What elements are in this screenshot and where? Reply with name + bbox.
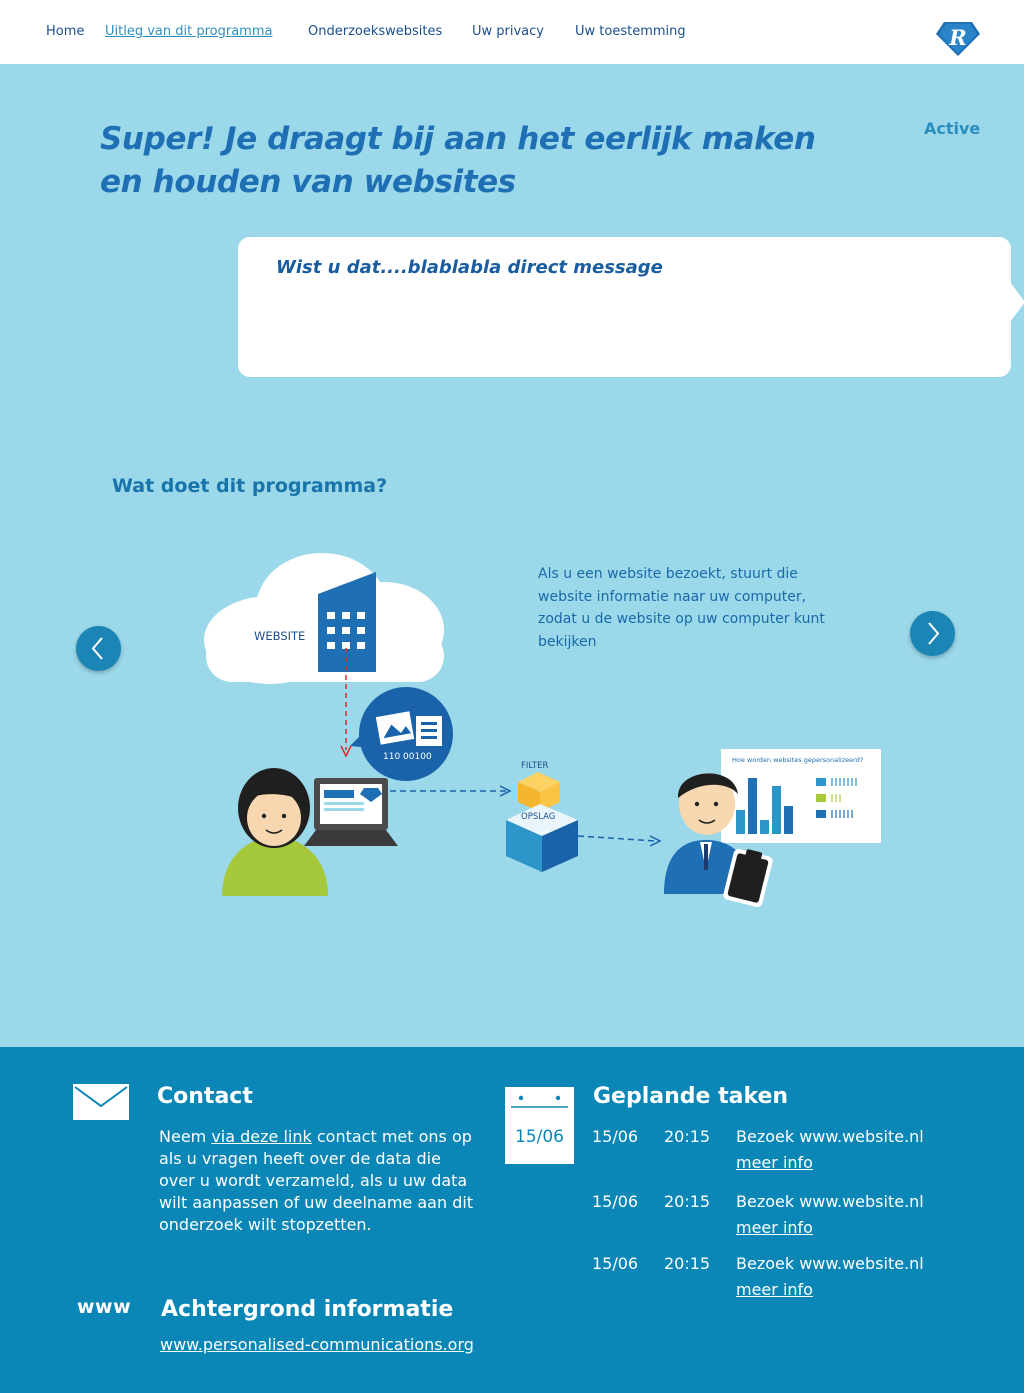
nav-home[interactable]: Home: [46, 24, 85, 39]
carousel-prev-button[interactable]: [76, 626, 121, 671]
task-row: [592, 1127, 972, 1179]
task-more-info-link[interactable]: meer info: [736, 1280, 813, 1299]
direct-message-text: Wist u dat....blablabla direct message: [276, 257, 663, 278]
background-link[interactable]: www.personalised-communications.org: [160, 1335, 474, 1354]
www-icon: www: [77, 1296, 132, 1318]
svg-text:R: R: [949, 25, 967, 50]
nav-toestemming[interactable]: Uw toestemming: [575, 24, 686, 39]
task-description: Bezoek www.website.nl: [736, 1192, 924, 1211]
task-more-info-link[interactable]: meer info: [736, 1153, 813, 1172]
task-description: Bezoek www.website.nl: [736, 1127, 924, 1146]
top-navigation: [0, 0, 1024, 64]
carousel-next-button[interactable]: [910, 611, 955, 656]
process-illustration: [200, 550, 890, 920]
task-more-info-link[interactable]: meer info: [736, 1218, 813, 1237]
task-date: 15/06: [592, 1127, 639, 1146]
user-woman-icon: [222, 768, 328, 896]
task-date: 15/06: [592, 1254, 639, 1273]
mail-icon: [73, 1084, 129, 1120]
storage-label: OPSLAG: [521, 812, 556, 822]
nav-onderzoekswebsites[interactable]: Onderzoekswebsites: [308, 24, 443, 39]
status-label: Active: [924, 119, 981, 138]
contact-text-end: contact met ons op als u vragen heeft over de data die over u wordt verzameld, als u uw data wilt aanpassen of uw deelname aan dit onderzoek wilt stopzetten.: [159, 1127, 474, 1234]
contact-text: [159, 1126, 474, 1236]
contact-link[interactable]: via deze link: [211, 1127, 312, 1146]
section-title: Wat doet dit programma?: [112, 475, 388, 497]
background-heading: Achtergrond informatie: [161, 1297, 454, 1322]
binary-label: 110 00100: [383, 752, 432, 762]
calendar-date: 15/06: [515, 1127, 564, 1147]
nav-uitleg[interactable]: Uitleg van dit programma: [105, 24, 273, 39]
message-tail: [1007, 278, 1024, 326]
website-label: WEBSITE: [254, 629, 306, 643]
direct-message-box: [238, 237, 1011, 377]
hero-title-line-2: en houden van websites: [100, 164, 516, 200]
slide-description: Als u een website bezoekt, stuurt die website informatie naar uw computer, zodat u de website op uw computer kunt bekijken: [538, 566, 825, 650]
nav-privacy[interactable]: Uw privacy: [472, 24, 544, 39]
contact-text-start: Neem: [159, 1127, 212, 1146]
hero-title-line-1: Super! Je draagt bij aan het eerlijk maken: [100, 121, 816, 157]
task-time: 20:15: [664, 1254, 711, 1273]
footer: [0, 1047, 1024, 1393]
calendar-icon: [505, 1087, 574, 1164]
task-time: 20:15: [664, 1127, 711, 1146]
chevron-right-icon: [910, 611, 955, 656]
filter-label: FILTER: [521, 761, 549, 771]
task-row: [592, 1192, 972, 1244]
calendar-header-icon: [505, 1087, 574, 1117]
chevron-left-icon: [76, 626, 121, 671]
contact-heading: Contact: [157, 1084, 253, 1109]
laptop-icon: [304, 778, 398, 846]
task-date: 15/06: [592, 1192, 639, 1211]
r-logo-icon[interactable]: [936, 18, 980, 58]
task-row: [592, 1254, 972, 1306]
chart-board-icon: [721, 749, 881, 843]
task-time: 20:15: [664, 1192, 711, 1211]
hero-title: [100, 118, 860, 204]
chart-board-title: Hoe worden websites gepersonalizeerd?: [732, 756, 864, 764]
data-bubble-icon: [350, 687, 453, 781]
task-description: Bezoek www.website.nl: [736, 1254, 924, 1273]
tasks-heading: Geplande taken: [593, 1084, 789, 1109]
